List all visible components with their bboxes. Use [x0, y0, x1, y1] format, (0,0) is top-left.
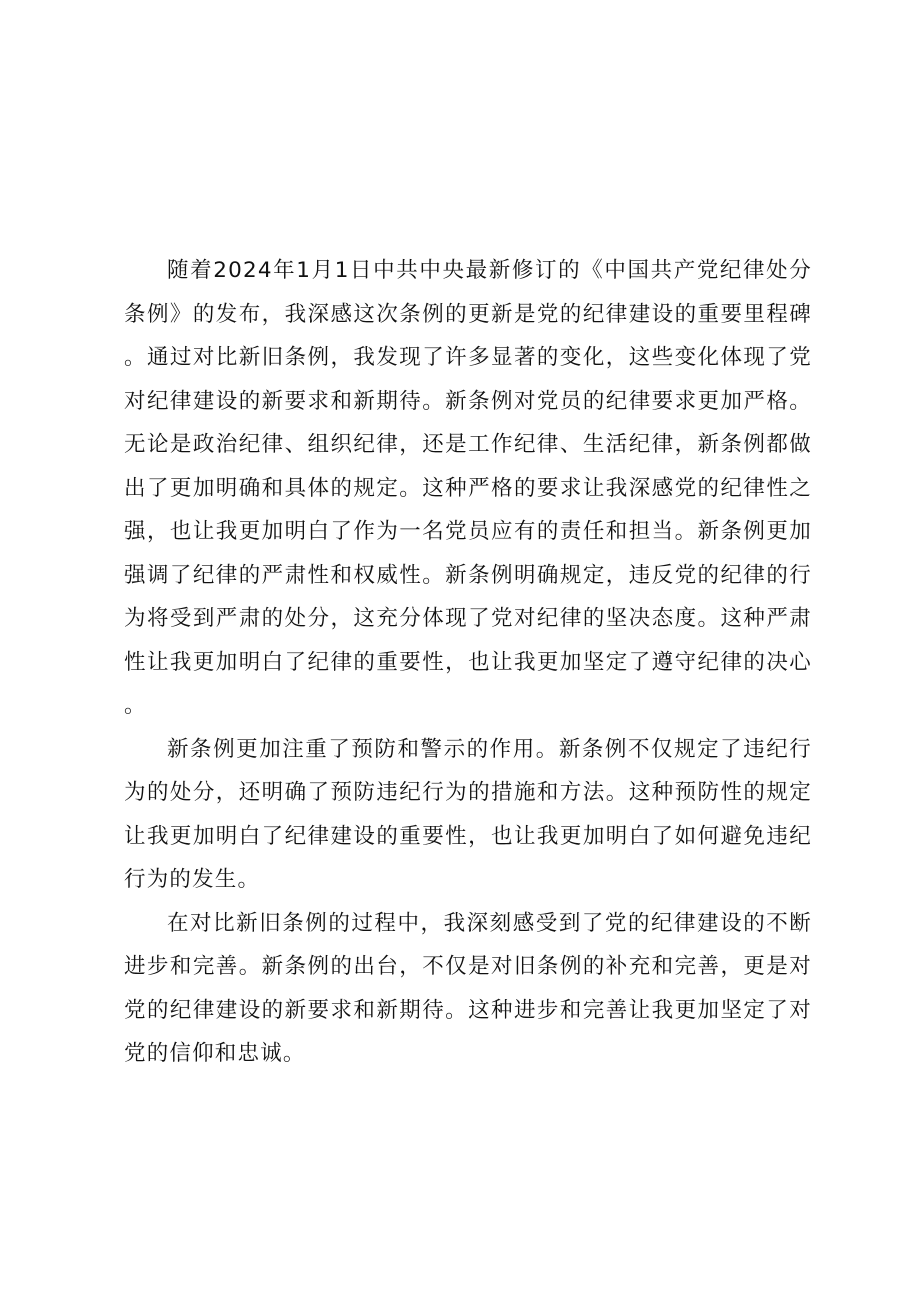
- paragraph-2: 新条例更加注重了预防和警示的作用。新条例不仅规定了违纪行为的处分，还明确了预防违纪行为的措施和方法。这种预防性的规定让我更加明白了纪律建设的重要性，也让我更加明白了如何避免违纪行为的发生。: [124, 736, 812, 892]
- paragraph-3: 在对比新旧条例的过程中，我深刻感受到了党的纪律建设的不断进步和完善。新条例的出台，不仅是对旧条例的补充和完善，更是对党的纪律建设的新要求和新期待。这种进步和完善让我更加坚定了对党的信仰和忠诚。: [124, 910, 812, 1066]
- document-body: [124, 249, 812, 1076]
- paragraph-1: 随着2024年1月1日中共中央最新修订的《中国共产党纪律处分条例》的发布，我深感这次条例的更新是党的纪律建设的重要里程碑。通过对比新旧条例，我发现了许多显著的变化，这些变化体现了党对纪律建设的新要求和新期待。新条例对党员的纪律要求更加严格。无论是政治纪律、组织纪律，还是工作纪律、生活纪律，新条例都做出了更加明确和具体的规定。这种严格的要求让我深感党的纪律性之强，也让我更加明白了作为一名党员应有的责任和担当。新条例更加强调了纪律的严肃性和权威性。新条例明确规定，违反党的纪律的行为将受到严肃的处分，这充分体现了党对纪律的坚决态度。这种严肃性让我更加明白了纪律的重要性，也让我更加坚定了遵守纪律的决心。: [124, 258, 812, 718]
